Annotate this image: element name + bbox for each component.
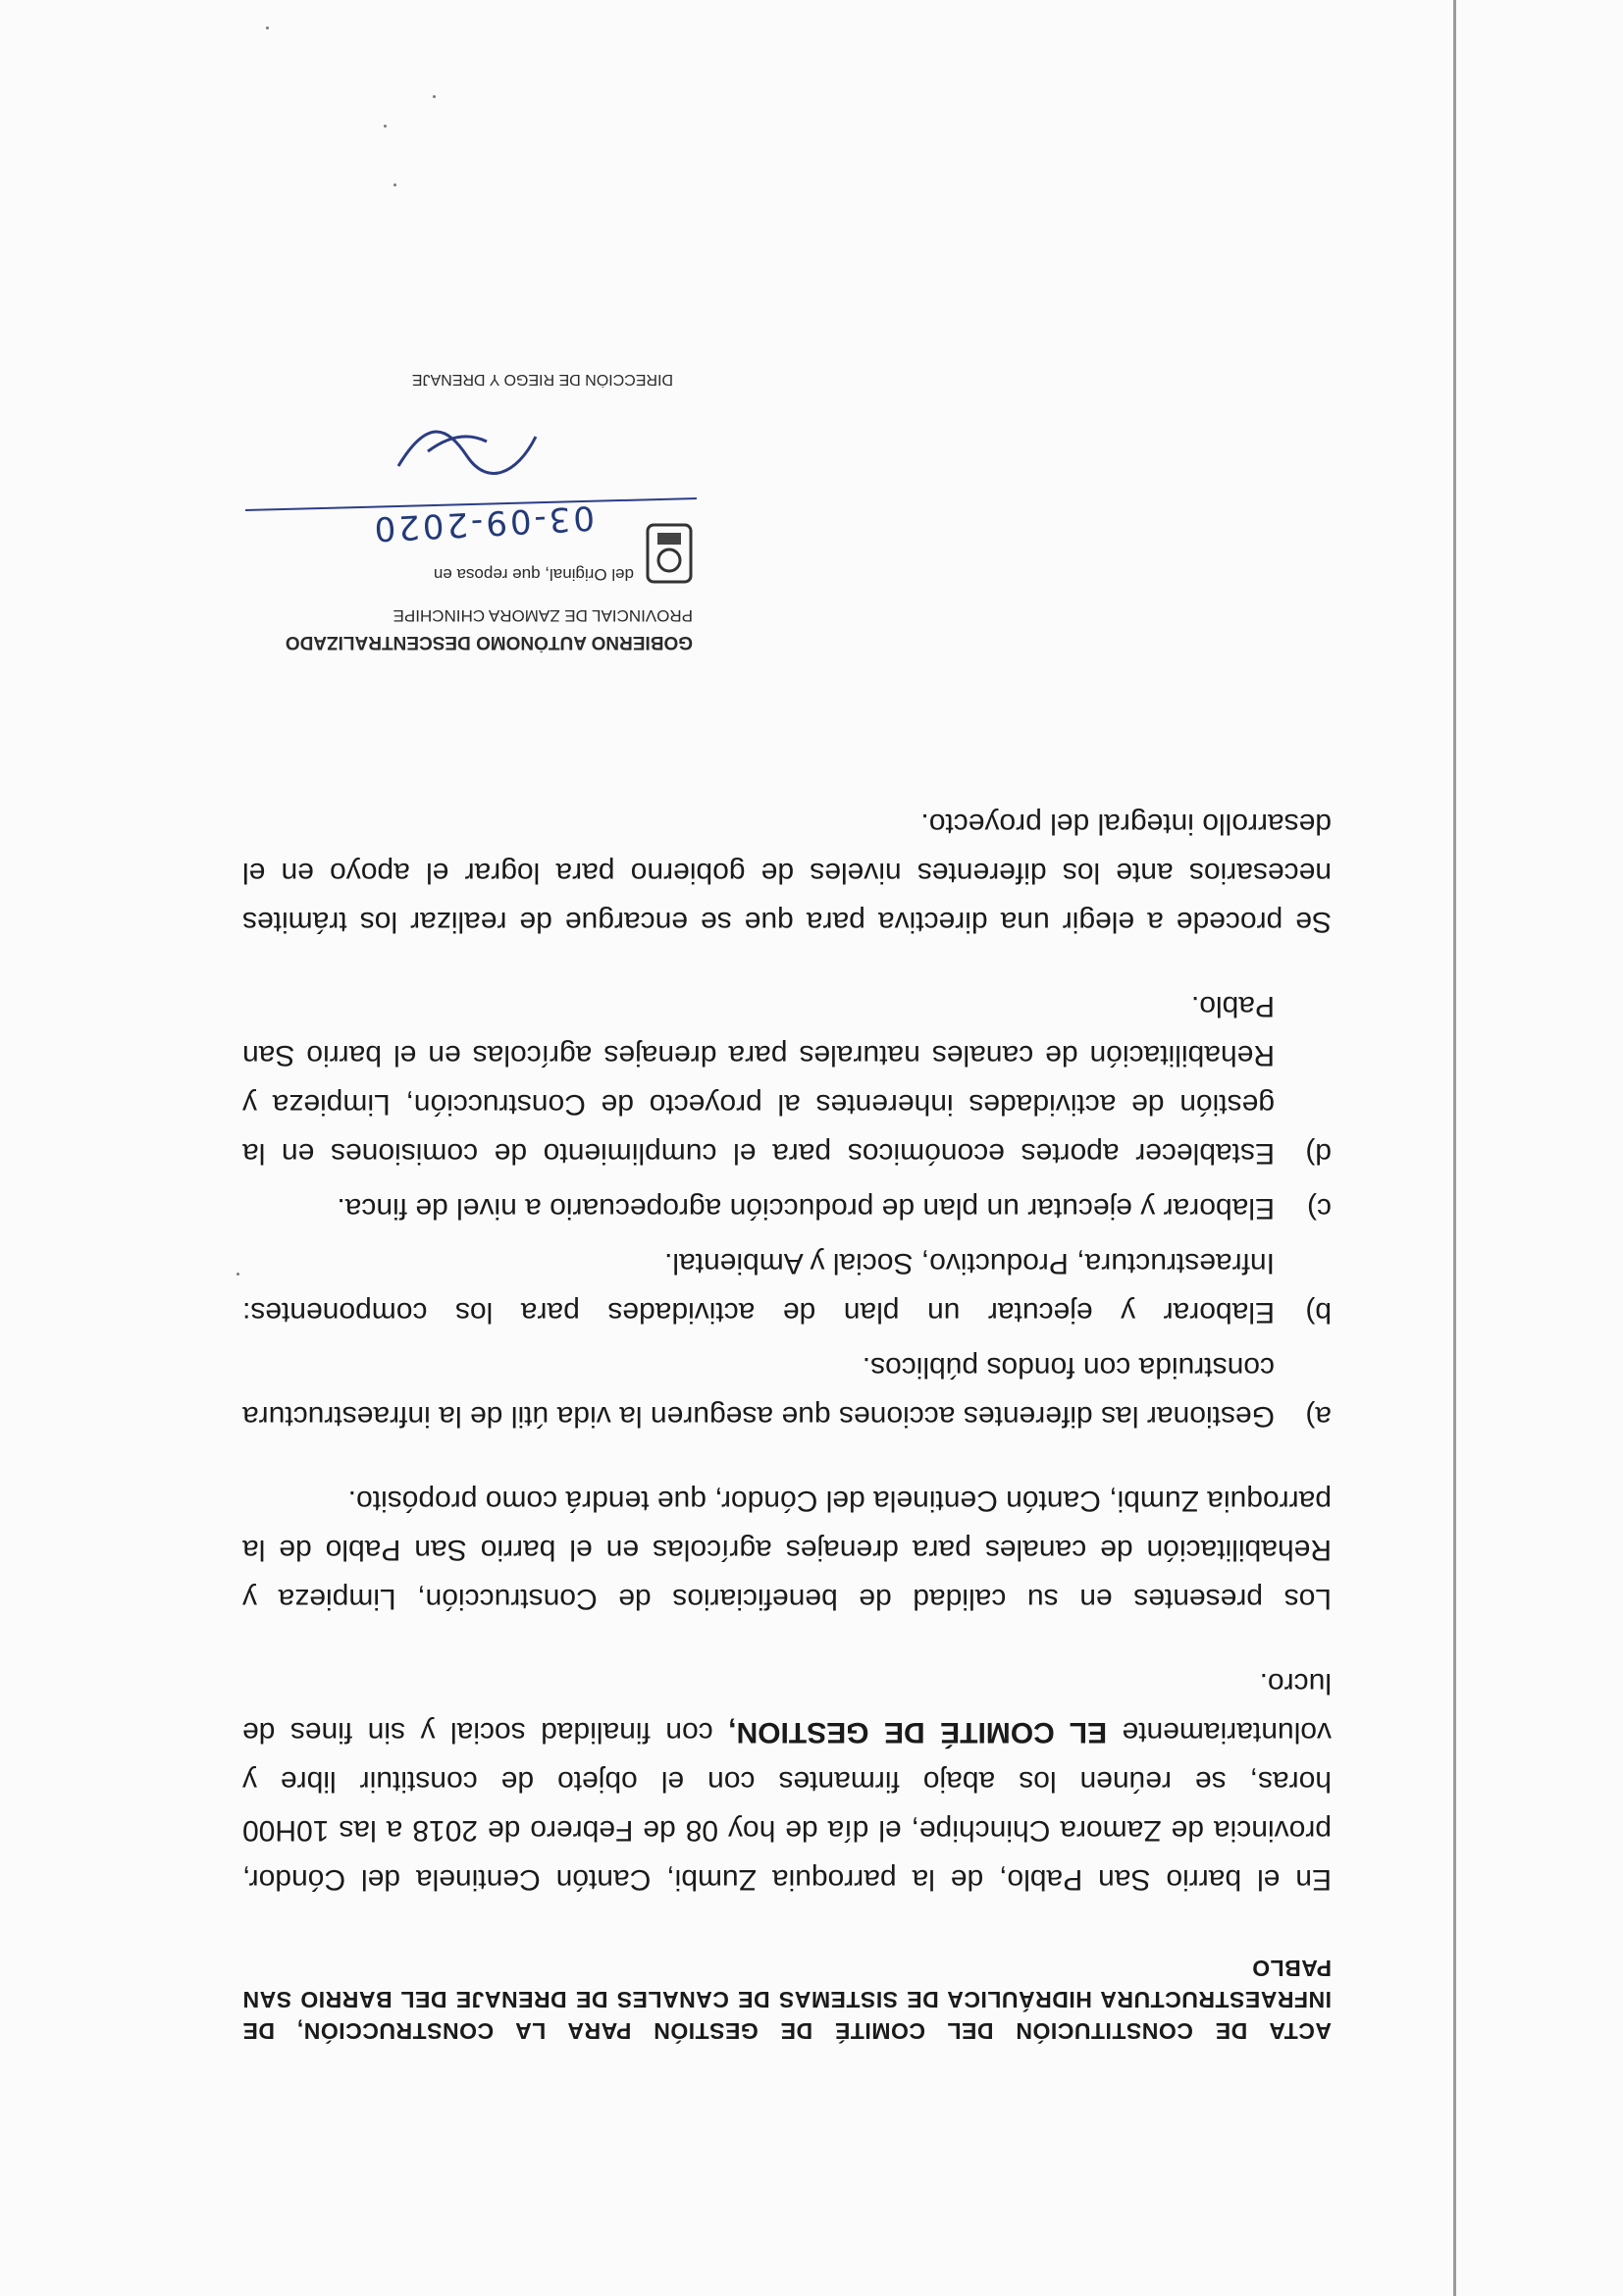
intro-paragraph (242, 1658, 1332, 1904)
stamp-date: 03-09-2020 (370, 497, 596, 548)
list-marker: a) (1305, 1400, 1332, 1433)
list-marker: b) (1305, 1296, 1332, 1329)
list-item (242, 1183, 1332, 1232)
list-marker: d) (1305, 1137, 1332, 1170)
closing-paragraph: Se procede a elegir una directiva para que se encargue de realizar los trámites necesarios ante los diferentes niveles de gobierno para lograr el apoyo en el desarrollo integral del proyecto. (242, 808, 1332, 938)
speck (266, 26, 269, 29)
document-body (242, 763, 1332, 2047)
speck (393, 183, 396, 186)
speck (433, 95, 436, 98)
stamp-institution: GOBIERNO AUTÓNOMO DESCENTRALIZADO (285, 632, 693, 652)
document-title: ACTA DE CONSTITUCIÓN DEL COMITÉ DE GESTIÓN PARA LA CONSTRUCCIÓN, DE INFRAESTRUCTURA HIDRÁULICA DE SISTEMAS DE CANALES DE DRENAJE DEL BARRIO SAN PABLO (242, 1956, 1332, 2044)
list-item (242, 1342, 1332, 1440)
seal-icon (646, 523, 693, 584)
list-item (242, 1238, 1332, 1336)
list-item-text: Elaborar y ejecutar un plan de producción agropecuario a nivel de finca. (337, 1192, 1275, 1225)
certification-stamp (261, 329, 693, 652)
scan-edge-line (1453, 0, 1456, 2296)
committee-name: EL COMITÉ DE GESTION, (728, 1716, 1108, 1748)
purpose-paragraph: Los presentes en su calidad de beneficiarios de Construcción, Limpieza y Rehabilitación de canales para drenajes agrícolas en el barrio San Pablo de la parroquia Zumbi, Cantón Centinela del Cóndor, que tendrá como propósito. (242, 1485, 1332, 1615)
list-item-text: Establecer aportes económicos para el cumplimiento de comisiones en la gestión de actividades inherentes al proyecto de Construcción, Limpieza y Rehabilitación de canales naturales para drenajes agrícolas en el barrio San Pablo. (242, 990, 1275, 1170)
intro-text-1: En el barrio San Pablo, de la parroquia Zumbi, Cantón Centinela del Cóndor, provincia de Zamora Chinchipe, el día de hoy 08 de Febrero de 2018 a las 10H00 horas, se reúnen los abajo firmantes con el objeto de constituir libre y voluntariamente (242, 1716, 1332, 1896)
speck (236, 1273, 239, 1276)
speck (384, 125, 387, 128)
list-item-text: Gestionar las diferentes acciones que aseguren la vida útil de la infraestructura construida con fondos públicos. (242, 1351, 1275, 1433)
stamp-direction: DIRECCIÓN DE RIEGO Y DRENAJE (411, 371, 673, 388)
stamp-certify-text: del Original, que reposa en (433, 565, 634, 584)
list-item (242, 981, 1332, 1177)
purpose-list (242, 981, 1332, 1440)
signature-mark (379, 407, 546, 496)
list-marker: c) (1307, 1192, 1332, 1225)
stamp-province: PROVINCIAL DE ZAMORA CHINCHIPE (393, 606, 693, 625)
intro-text-2: con finalidad social y sin fines de lucro. (242, 1667, 1332, 1748)
list-item-text: Elaborar y ejecutar un plan de actividades para los componentes: Infraestructura, Productivo, Social y Ambiental. (242, 1247, 1275, 1329)
